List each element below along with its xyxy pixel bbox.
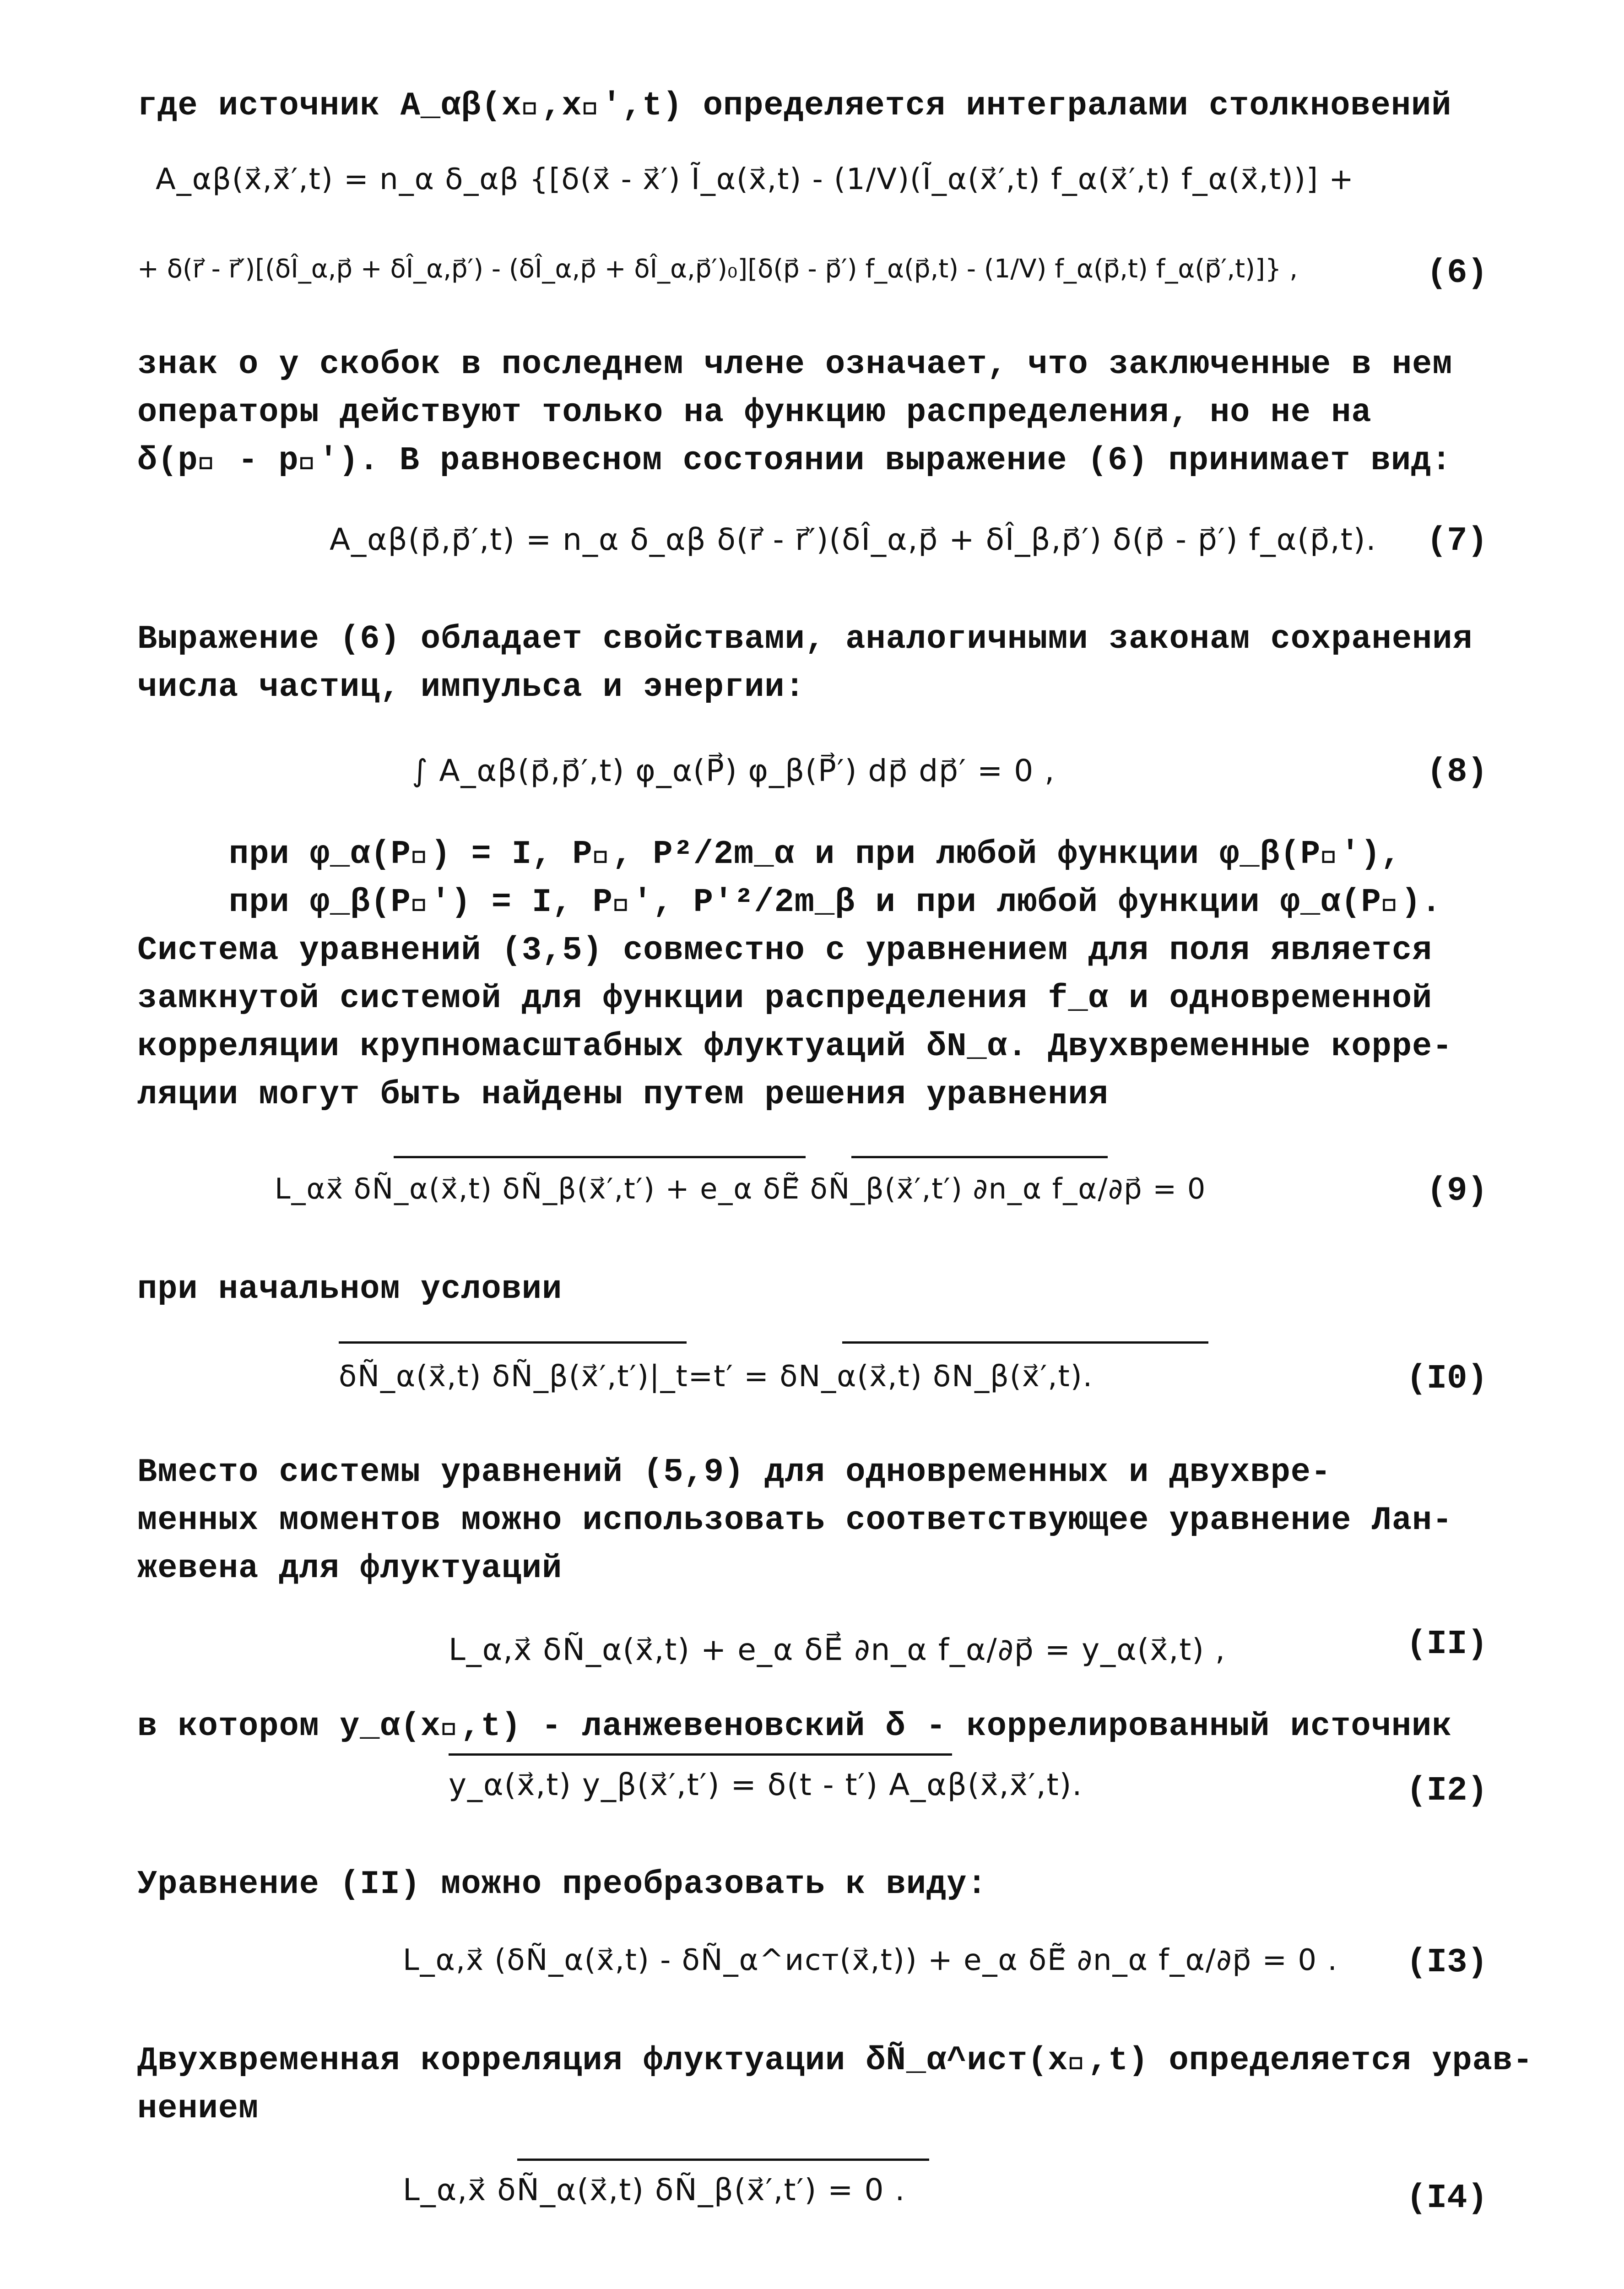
overline [851, 1156, 1108, 1158]
text-line: Выражение (6) обладает свойствами, аналогичными законам сохранения [137, 620, 1473, 658]
equation-number: (I4) [1406, 2179, 1488, 2218]
text-line: δ(p⃗ - p⃗′). В равновесном состоянии выражение (6) принимает вид: [137, 442, 1452, 479]
text-line: Система уравнений (3,5) совместно с уравнением для поля является [137, 932, 1433, 969]
overline [842, 1341, 1208, 1344]
formula-6-line-1: A_αβ(x⃗,x⃗′,t) = n_α δ_αβ {[δ(x⃗ - x⃗′) Ĩ_α(x⃗,t) - (1/V)(Ĩ_α(x⃗′,t) f_α(x⃗′,t) f_α(x⃗,t))] + [156, 163, 1354, 196]
text-line: менных моментов можно использовать соответствующее уравнение Лан- [137, 1502, 1453, 1539]
text-line: при начальном условии [137, 1270, 563, 1308]
overline [394, 1156, 806, 1158]
text-line: при φ_β(P⃗′) = I, P⃗′, P′²/2m_β и при любой функции φ_α(P⃗). [229, 884, 1442, 921]
equation-number: (I3) [1406, 1943, 1488, 1982]
formula-8: ∫ A_αβ(p⃗,p⃗′,t) φ_α(P⃗) φ_β(P⃗′) dp⃗ dp⃗′ = 0 , [412, 753, 1056, 788]
formula-10: δÑ_α(x⃗,t) δÑ_β(x⃗′,t′)|_t=t′ = δN_α(x⃗,t) δN_β(x⃗′,t). [339, 1360, 1093, 1394]
text-line: Двухвременная корреляция флуктуации δÑ_α^ист(x⃗,t) определяется урав- [137, 2042, 1533, 2079]
text-line: ляции могут быть найдены путем решения уравнения [137, 1076, 1109, 1113]
text-line: Уравнение (II) можно преобразовать к виду: [137, 1866, 987, 1903]
text-line: замкнутой системой для функции распределения f_α и одновременной [137, 980, 1433, 1017]
text-line: при φ_α(P⃗) = I, P⃗, P²/2m_α и при любой функции φ_β(P⃗′), [229, 835, 1402, 873]
equation-number: (9) [1426, 1172, 1488, 1210]
formula-13: L_α,x⃗ (δÑ_α(x⃗,t) - δÑ_α^ист(x⃗,t)) + e_α δẼ⃗ ∂n_α f_α/∂p⃗ = 0 . [403, 1943, 1338, 1977]
text-line: Вместо системы уравнений (5,9) для одновременных и двухвре- [137, 1454, 1332, 1491]
equation-number: (II) [1406, 1625, 1488, 1664]
text-line: жевена для флуктуаций [137, 1550, 563, 1587]
overline [339, 1341, 687, 1344]
equation-number: (I2) [1406, 1772, 1488, 1810]
formula-14: L_α,x⃗ δÑ_α(x⃗,t) δÑ_β(x⃗′,t′) = 0 . [403, 2172, 906, 2208]
overline [517, 2159, 929, 2161]
equation-number: (6) [1426, 254, 1488, 293]
formula-11: L_α,x⃗ δÑ_α(x⃗,t) + e_α δE⃗ ∂n_α f_α/∂p⃗ = y_α(x⃗,t) , [449, 1632, 1226, 1667]
formula-9: L_αx⃗ δÑ_α(x⃗,t) δÑ_β(x⃗′,t′) + e_α δẼ⃗ δÑ_β(x⃗′,t′) ∂n_α f_α/∂p⃗ = 0 [275, 1172, 1207, 1205]
text-line: операторы действуют только на функцию распределения, но не на [137, 394, 1372, 431]
text-line: в котором y_α(x⃗,t) - ланжевеновский δ - коррелированный источник [137, 1708, 1452, 1745]
text-line: числа частиц, импульса и энергии: [137, 668, 805, 706]
equation-number: (8) [1426, 753, 1488, 792]
text-line: где источник A_αβ(x⃗,x⃗′,t) определяется интегралами столкновений [137, 87, 1452, 125]
formula-6-line-2: + δ(r⃗ - r⃗′)[(δÎ_α,p⃗ + δÎ_α,p⃗′) - (δÎ_α,p⃗ + δÎ_α,p⃗′)₀][δ(p⃗ - p⃗′) f_α(p⃗,t) - (1/V) f_α(p⃗,t) f_α(p⃗′,t)]} , [137, 254, 1298, 284]
formula-7: A_αβ(p⃗,p⃗′,t) = n_α δ_αβ δ(r⃗ - r⃗′)(δÎ_α,p⃗ + δÎ_β,p⃗′) δ(p⃗ - p⃗′) f_α(p⃗,t). [330, 522, 1377, 557]
text-line: знак о у скобок в последнем члене означает, что заключенные в нем [137, 346, 1453, 383]
text-line: нением [137, 2090, 259, 2127]
equation-number: (7) [1426, 522, 1488, 560]
formula-12: y_α(x⃗,t) y_β(x⃗′,t′) = δ(t - t′) A_αβ(x⃗,x⃗′,t). [449, 1767, 1083, 1802]
document-page [137, 78, 1533, 2289]
text-line: корреляции крупномасштабных флуктуаций δN_α. Двухвременные корре- [137, 1028, 1453, 1065]
equation-number: (I0) [1406, 1360, 1488, 1398]
overline [449, 1753, 952, 1756]
